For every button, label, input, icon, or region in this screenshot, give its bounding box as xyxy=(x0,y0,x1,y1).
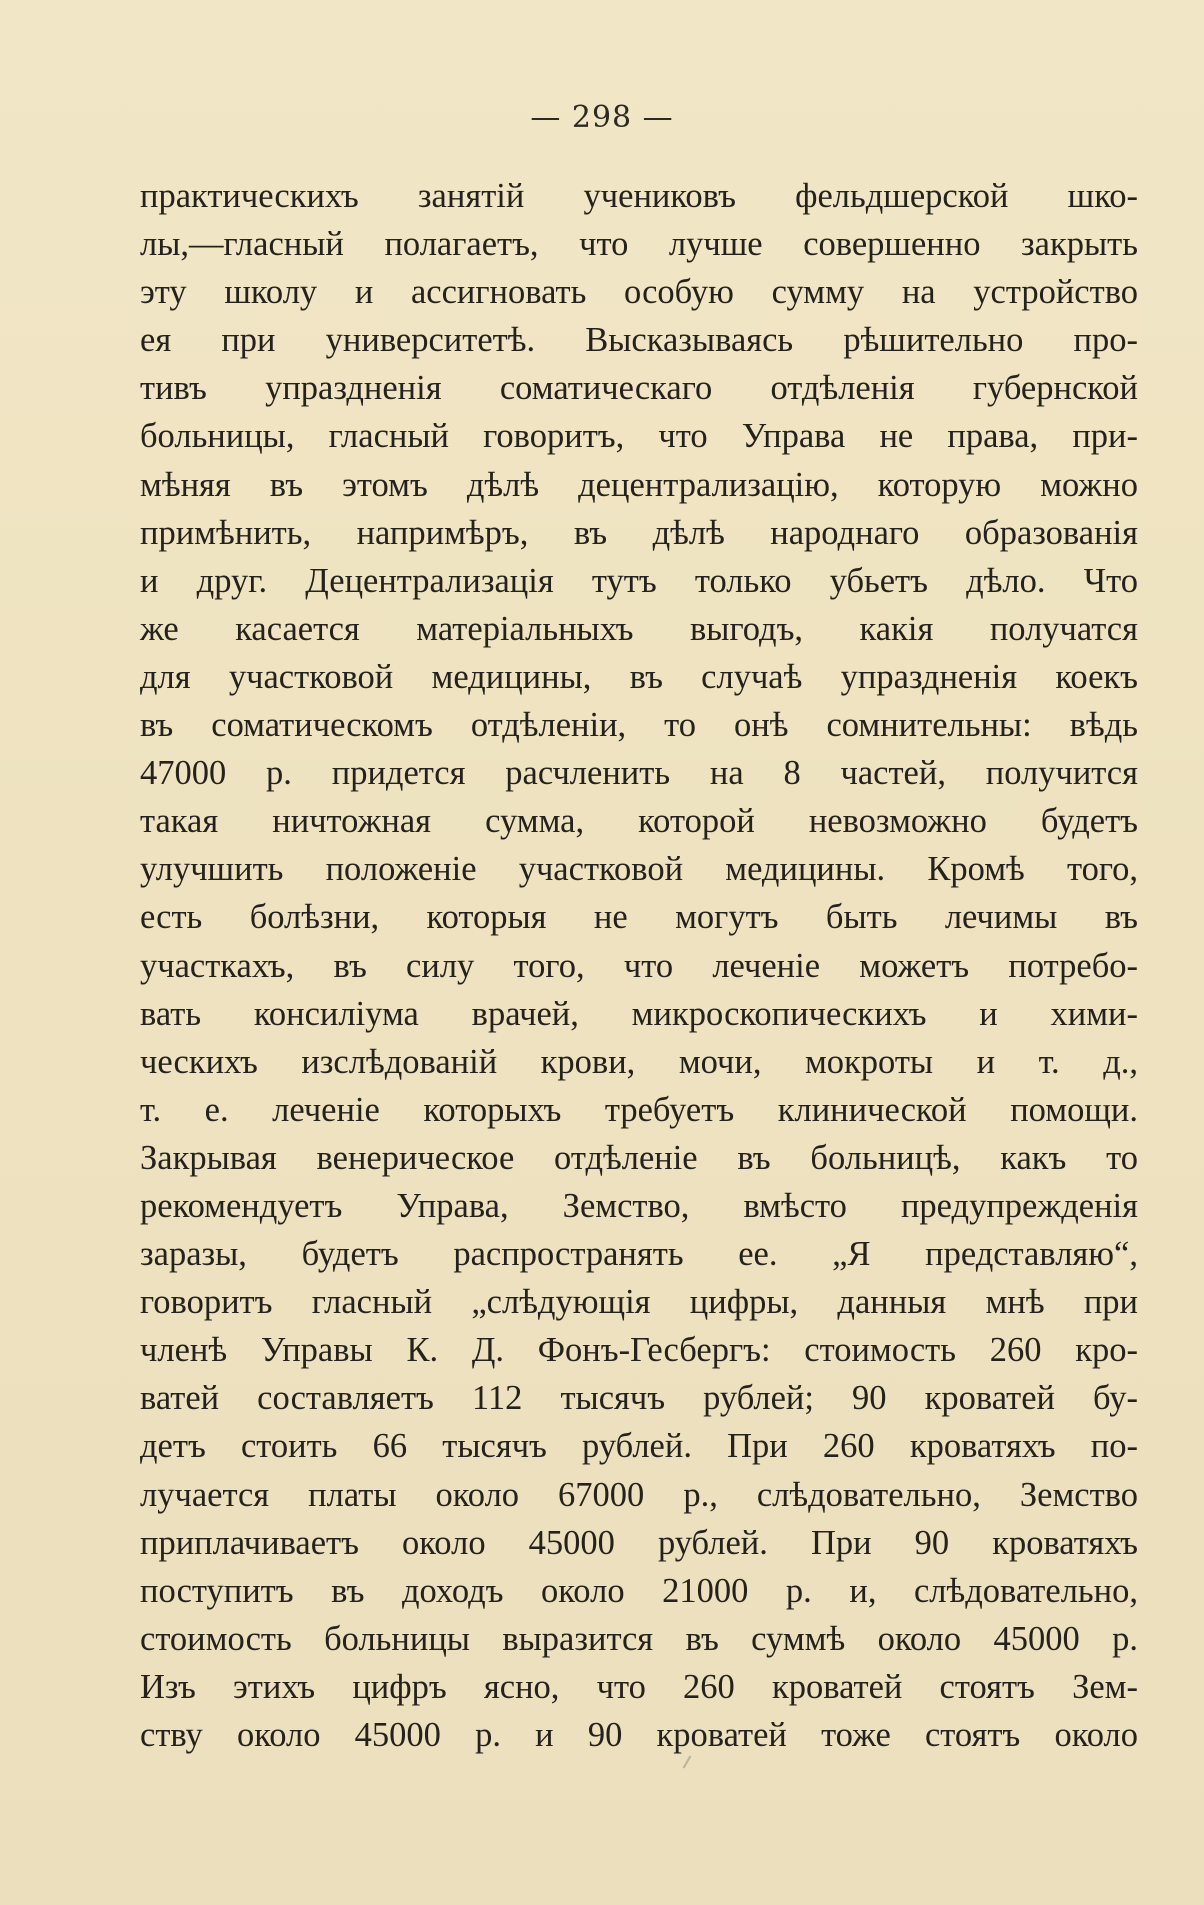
text-line: ству около 45000 р. и 90 кроватей тоже стоятъ около xyxy=(140,1716,1138,1754)
text-line: больницы, гласный говоритъ, что Управа не права, при- xyxy=(140,417,1138,456)
text-line: и друг. Децентрализація тутъ только убьетъ дѣло. Что xyxy=(140,561,1138,600)
text-line: Закрывая венерическое отдѣленіе въ больницѣ, какъ то xyxy=(140,1138,1138,1177)
text-line: примѣнить, напримѣръ, въ дѣлѣ народнаго образованія xyxy=(140,513,1138,552)
text-line: стоимость больницы выразится въ суммѣ около 45000 р. xyxy=(140,1619,1138,1658)
text-line: поступитъ въ доходъ около 21000 р. и, слѣдовательно, xyxy=(140,1571,1138,1610)
text-line: въ соматическомъ отдѣленіи, то онѣ сомнительны: вѣдь xyxy=(140,706,1138,745)
text-line: заразы, будетъ распространять ее. „Я представляю“, xyxy=(140,1235,1138,1274)
text-line: ея при университетѣ. Высказываясь рѣшительно про- xyxy=(140,321,1138,360)
text-line: участкахъ, въ силу того, что леченіе можетъ потребо- xyxy=(140,946,1138,985)
text-line: эту школу и ассигновать особую сумму на устройство xyxy=(140,273,1138,312)
text-line: улучшить положеніе участковой медицины. Кромѣ того, xyxy=(140,850,1138,889)
text-line: говоритъ гласный „слѣдующія цифры, данныя мнѣ при xyxy=(140,1283,1138,1322)
text-line: ватей составляетъ 112 тысячъ рублей; 90 кроватей бу- xyxy=(140,1379,1138,1418)
text-line: же касается матеріальныхъ выгодъ, какія получатся xyxy=(140,609,1138,648)
text-line: мѣняя въ этомъ дѣлѣ децентрализацію, которую можно xyxy=(140,465,1138,504)
text-line: приплачиваетъ около 45000 рублей. При 90 кроватяхъ xyxy=(140,1523,1138,1562)
text-line: т. е. леченіе которыхъ требуетъ клинической помощи. xyxy=(140,1090,1138,1129)
text-line: детъ стоить 66 тысячъ рублей. При 260 кроватяхъ по- xyxy=(140,1427,1138,1466)
text-line: для участковой медицины, въ случаѣ упраздненія коекъ xyxy=(140,657,1138,696)
page-number: — 298 — xyxy=(530,100,674,135)
text-line: членѣ Управы К. Д. Фонъ-Гесбергъ: стоимость 260 кро- xyxy=(140,1331,1138,1370)
text-line: такая ничтожная сумма, которой невозможно будетъ xyxy=(140,802,1138,841)
text-line: тивъ упраздненія соматическаго отдѣленія губернской xyxy=(140,369,1138,408)
text-line: есть болѣзни, которыя не могутъ быть лечимы въ xyxy=(140,898,1138,937)
text-line: вать консиліума врачей, микроскопическихъ и хими- xyxy=(140,994,1138,1033)
text-line: лы,—гласный полагаетъ, что лучше совершенно закрыть xyxy=(140,225,1138,264)
text-line: лучается платы около 67000 р., слѣдовательно, Земство xyxy=(140,1475,1138,1514)
text-line: рекомендуетъ Управа, Земство, вмѣсто предупрежденія xyxy=(140,1186,1138,1225)
text-line: практическихъ занятій учениковъ фельдшерской шко- xyxy=(140,177,1138,215)
text-line: Изъ этихъ цифръ ясно, что 260 кроватей стоятъ Зем- xyxy=(140,1667,1138,1706)
text-line: ческихъ изслѣдованій крови, мочи, мокроты и т. д., xyxy=(140,1042,1138,1081)
text-line: 47000 р. придется расчленить на 8 частей, получится xyxy=(140,754,1138,793)
body-text xyxy=(140,172,1138,1759)
